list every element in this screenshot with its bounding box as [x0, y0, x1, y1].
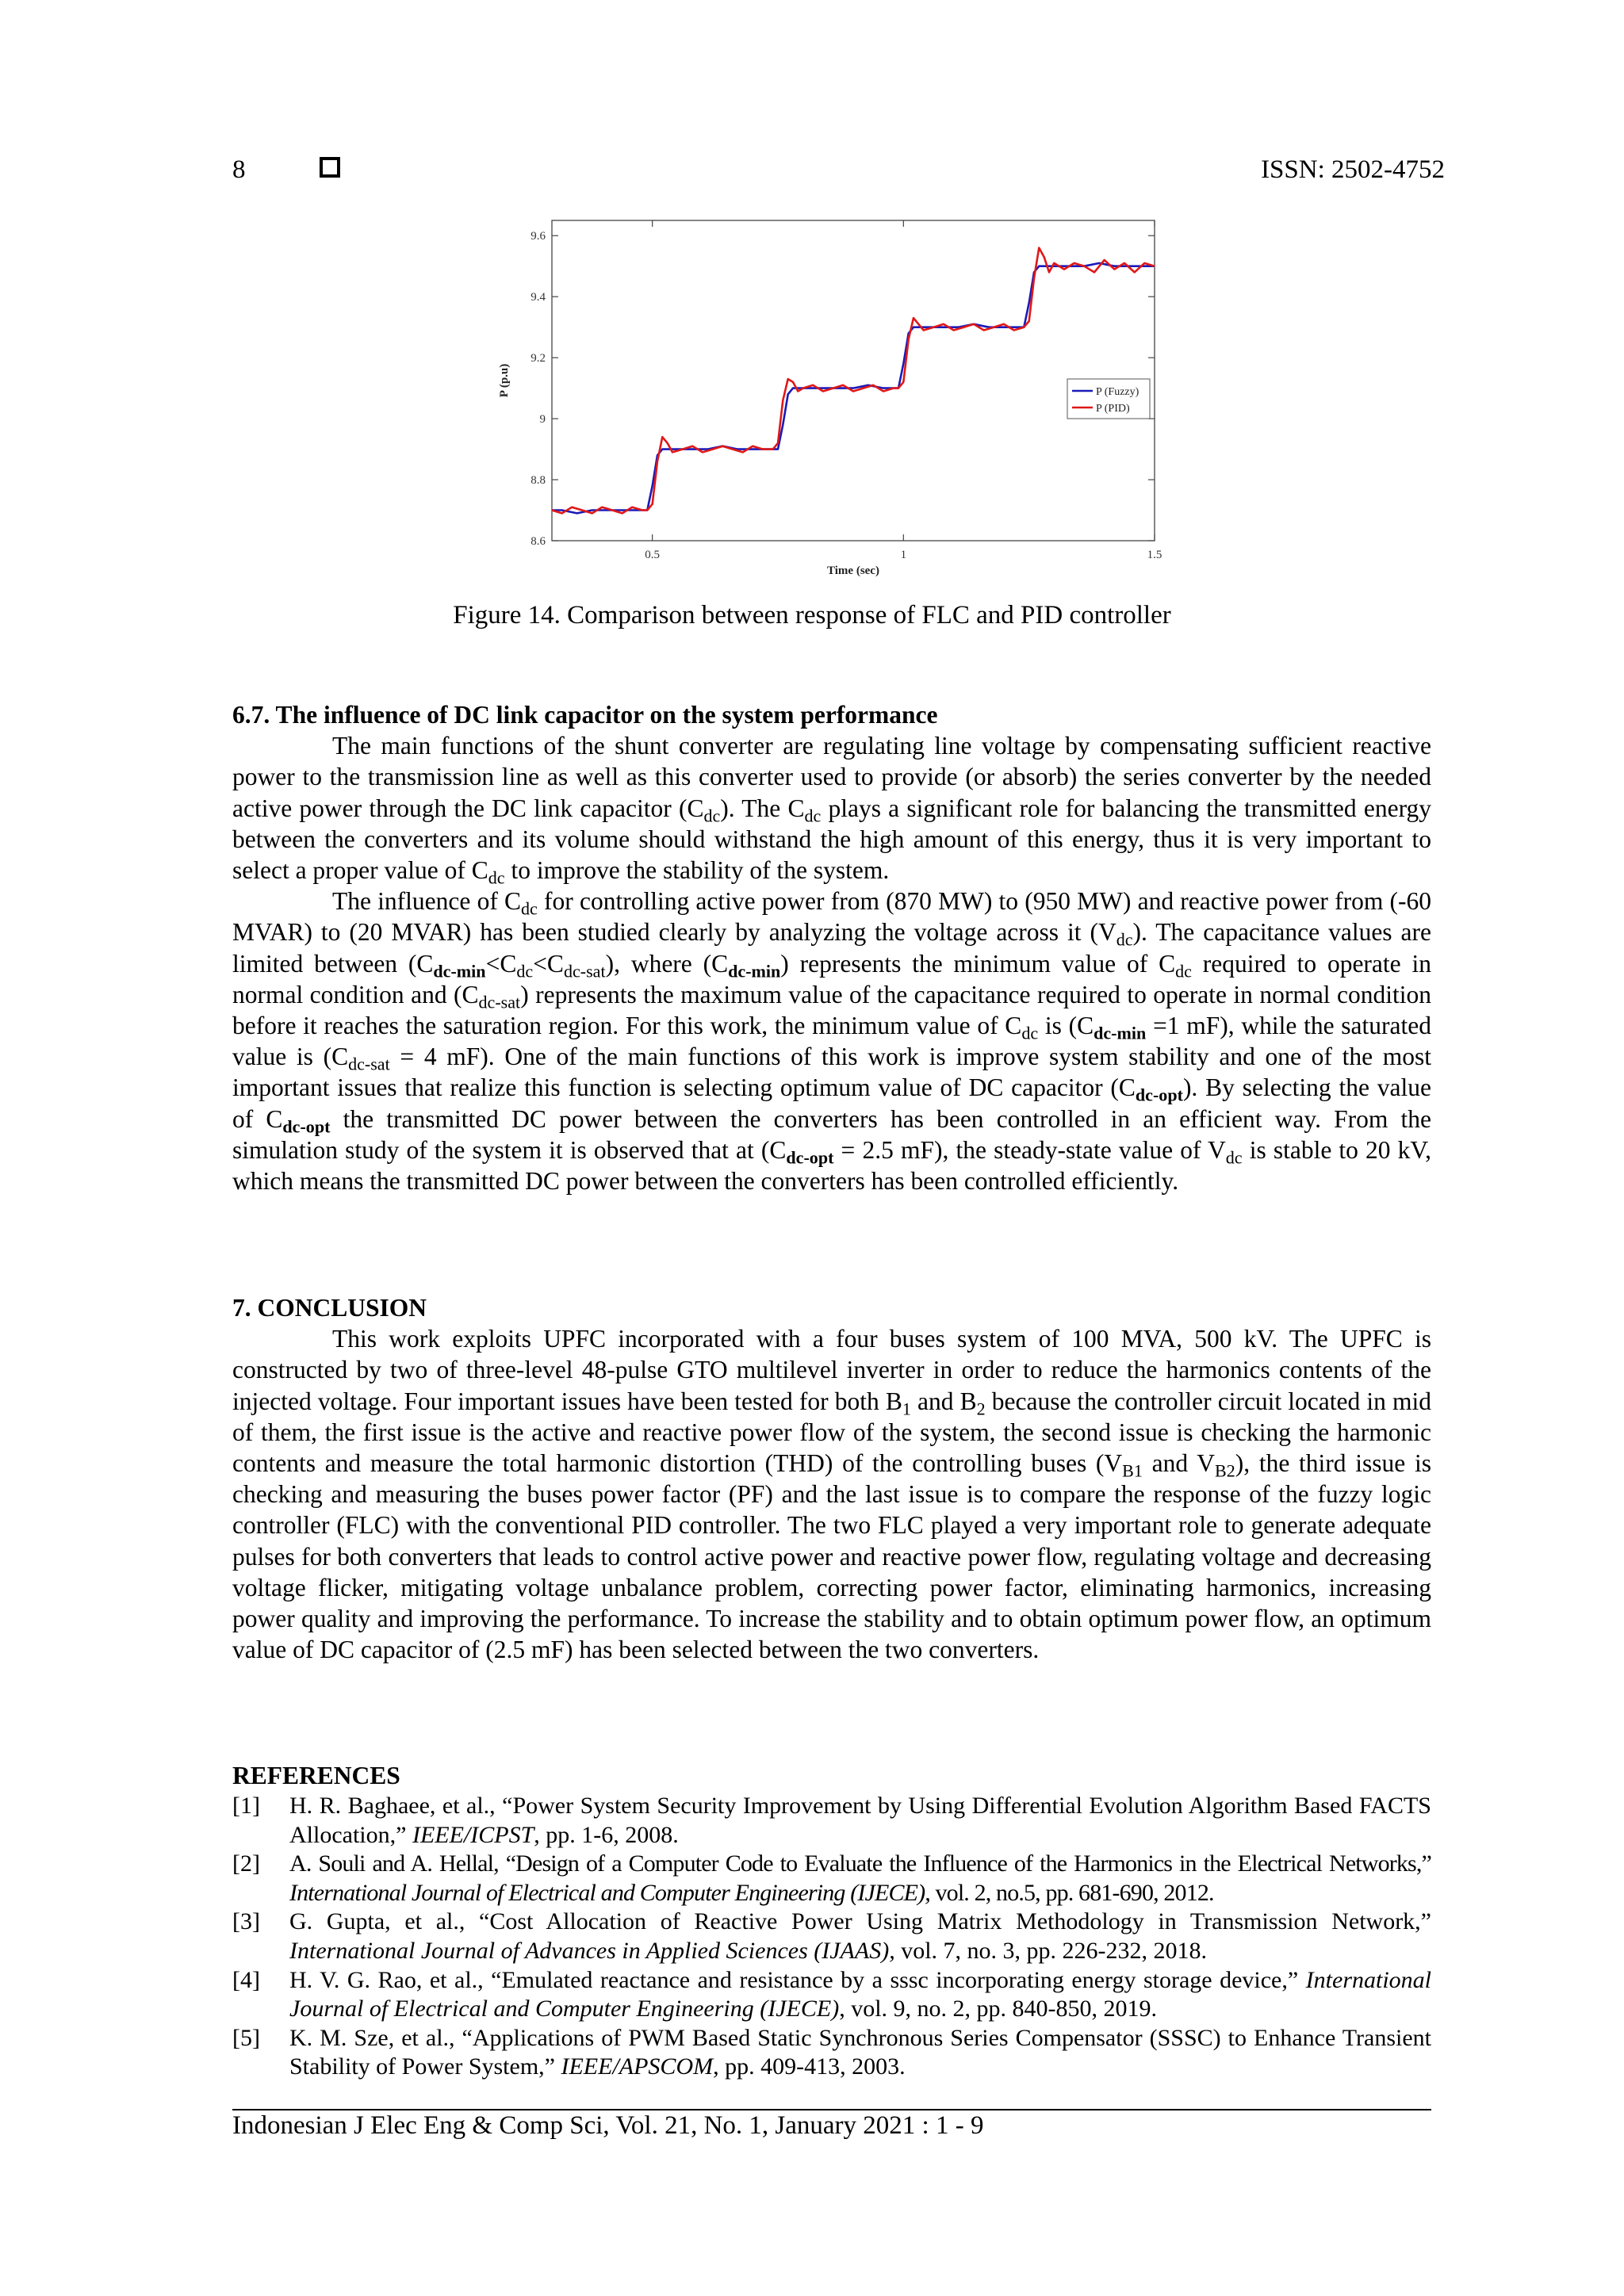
subscript: dc	[1021, 1023, 1039, 1043]
legend	[1067, 379, 1150, 419]
subscript: dc	[488, 867, 505, 888]
reference-venue: International Journal of Advances in Applied Sciences (IJAAS),	[289, 1937, 895, 1964]
text-run: ) represents the minimum value of C	[780, 949, 1176, 978]
y-tick-label: 9.2	[530, 352, 546, 365]
section-heading: 7. CONCLUSION	[232, 1294, 427, 1322]
subscript: dc-min	[433, 961, 486, 982]
text-run: the transmitted DC power between the converters has been controlled in an efficient way. From the simulation study of the system it is observed that at (C	[232, 1104, 1432, 1164]
y-tick-label: 8.8	[530, 474, 546, 488]
subscript: dc	[1116, 930, 1133, 951]
reference-details: , pp. 1-6, 2008.	[534, 1821, 679, 1848]
section-7	[232, 1292, 1431, 1665]
reference-authors-title: A. Souli and A. Hellal, “Design of a Computer Code to Evaluate the Influence of the Harmonics in the Electrical Networks,”	[289, 1850, 1431, 1877]
checkbox-square-icon	[320, 157, 340, 178]
text-run: plays a significant role for balancing the transmitted energy between the converters and its volume should withstand the high amount of this energy, thus it is very important to select a proper value of C	[232, 794, 1431, 885]
subscript: dc-opt	[282, 1116, 331, 1137]
x-tick-label: 1	[900, 549, 907, 561]
footer-citation: Indonesian J Elec Eng & Comp Sci, Vol. 21, No. 1, January 2021 : 1 - 9	[232, 2111, 984, 2140]
text-run: ). The capacitance values are limited between (C	[232, 918, 1431, 978]
subscript: 2	[976, 1399, 986, 1419]
reference-authors-title: G. Gupta, et al., “Cost Allocation of Reactive Power Using Matrix Methodology in Transmission Network,”	[289, 1908, 1431, 1935]
footer-rule	[232, 2109, 1431, 2110]
reference-details: vol. 7, no. 3, pp. 226-232, 2018.	[894, 1937, 1208, 1964]
chart-svg	[492, 214, 1166, 587]
subscript: dc-opt	[786, 1147, 834, 1168]
text-run: ), where (C	[605, 949, 729, 978]
subscript: dc-min	[1094, 1023, 1147, 1043]
reference-venue: IEEE/ICPST	[412, 1821, 534, 1848]
reference-item	[232, 1850, 1431, 1908]
text-run: = 4 mF). One of the main functions of this work is improve system stability and one of the most important issues that realize this function is selecting optimum value of DC capacitor (C	[232, 1043, 1431, 1102]
subscript: dc	[703, 806, 721, 826]
subscript: dc-sat	[478, 992, 521, 1012]
text-run: because the controller circuit located in mid of them, the first issue is the active and reactive power flow of the system, the second issue is checking the harmonic contents and measure the total harmonic distortion (THD) of the controlling buses (V	[232, 1387, 1431, 1478]
reference-venue: International Journal of Electrical and Computer Engineering (IJECE)	[289, 1966, 1431, 2022]
x-axis-label: Time (sec)	[827, 564, 879, 577]
y-axis-label: P (p.u)	[498, 363, 511, 398]
reference-text	[289, 1792, 1431, 1850]
reference-number: [5]	[232, 2024, 260, 2051]
reference-number: [2]	[232, 1850, 260, 1877]
page-number: 8	[232, 155, 246, 184]
y-tick-label: 9	[539, 413, 546, 427]
subscript: dc-sat	[563, 961, 606, 982]
subscript: dc	[521, 898, 538, 919]
reference-item	[232, 1908, 1431, 1965]
reference-details: , pp. 409-413, 2003.	[713, 2053, 906, 2080]
subscript: B2	[1215, 1460, 1235, 1481]
subscript: B1	[1122, 1460, 1143, 1481]
reference-list	[232, 1792, 1431, 2082]
reference-venue: International Journal of Electrical and Computer Engineering (IJECE),	[289, 1879, 930, 1906]
reference-number: [4]	[232, 1966, 260, 1993]
subscript: 1	[902, 1399, 911, 1419]
references-heading: REFERENCES	[232, 1762, 400, 1789]
paragraph	[232, 730, 1431, 886]
reference-authors-title: K. M. Sze, et al., “Applications of PWM Based Static Synchronous Series Compensator (SSSC) to Enhance Transient Stability of Power System,”	[289, 2024, 1431, 2080]
y-tick-label: 9.4	[530, 291, 546, 304]
reference-text	[289, 1850, 1431, 1908]
subscript: dc	[1225, 1147, 1243, 1168]
reference-item	[232, 1966, 1431, 2024]
reference-number: [1]	[232, 1793, 260, 1819]
text-run: This work exploits UPFC incorporated with a four buses system of 100 MVA, 500 kV. The UPFC is constructed by two of three-level 48-pulse GTO multilevel inverter in order to reduce the harmonics contents of the injected voltage. Four important issues have been tested for both B	[232, 1325, 1431, 1415]
reference-item	[232, 2024, 1431, 2082]
text-run: ). The C	[720, 794, 805, 822]
y-tick-label: 8.6	[530, 535, 546, 548]
reference-number: [3]	[232, 1908, 260, 1935]
text-run: ) represents the maximum value of the capacitance required to operate in normal condition before it reaches the saturation region. For this work, the minimum value of C	[232, 980, 1431, 1040]
text-run: and B	[910, 1387, 977, 1415]
paragraph	[232, 1323, 1431, 1665]
reference-venue: IEEE/APSCOM	[561, 2053, 714, 2080]
text-run: for controlling active power from (870 MW) to (950 MW) and reactive power from (-60 MVAR) to (20 MVAR) has been studied clearly by analyzing the voltage across it (V	[232, 887, 1432, 947]
subscript: dc	[804, 806, 822, 826]
issn: ISSN: 2502-4752	[1261, 155, 1445, 184]
text-run: is stable to 20 kV, which means the transmitted DC power between the converters has been controlled efficiently.	[232, 1135, 1431, 1196]
text-run: required to operate in normal condition and (C	[232, 949, 1431, 1008]
legend-entry: P (Fuzzy)	[1096, 386, 1139, 398]
text-run: ). By selecting the value of C	[232, 1073, 1432, 1133]
text-run: The main functions of the shunt converter are regulating line voltage by compensating sufficient reactive power to the transmission line as well as this converter used to provide (or absorb) the series converter by the needed active power through the DC link capacitor (C	[232, 732, 1431, 822]
reference-details: , vol. 9, no. 2, pp. 840-850, 2019.	[839, 1996, 1158, 2022]
subscript: dc	[516, 961, 534, 982]
text-run: <C	[485, 949, 517, 978]
text-run: The influence of C	[332, 887, 522, 916]
reference-text	[289, 1908, 1431, 1965]
text-run: ), the third issue is checking and measuring the buses power factor (PF) and the last issue is to compare the response of the fuzzy logic controller (FLC) with the conventional PID controller. The two FLC played a very important role to generate adequate pulses for both converters that leads to control active power and reactive power flow, regulating voltage and decreasing voltage flicker, mitigating voltage unbalance problem, correcting power factor, eliminating harmonics, increasing power quality and improving the performance. To increase the stability and to obtain optimum power flow, an optimum value of DC capacitor of (2.5 mF) has been selected between the two converters.	[232, 1449, 1431, 1664]
section-heading: 6.7. The influence of DC link capacitor on the system performance	[232, 701, 938, 729]
y-tick-label: 9.6	[530, 230, 546, 243]
text-run: and V	[1142, 1449, 1216, 1478]
section-6-7	[232, 699, 1431, 1196]
text-run: =1 mF), while the saturated value is (C	[232, 1012, 1431, 1071]
text-run: = 2.5 mF), the steady-state value of V	[833, 1135, 1226, 1164]
x-tick-label: 1.5	[1147, 549, 1162, 561]
subscript: dc	[1175, 961, 1192, 982]
references	[232, 1760, 1431, 2082]
subscript: dc-sat	[348, 1054, 390, 1074]
legend-entry: P (PID)	[1096, 403, 1130, 415]
reference-authors-title: H. R. Baghaee, et al., “Power System Security Improvement by Using Differential Evolution Algorithm Based FACTS Allocation,”	[289, 1793, 1431, 1848]
text-run: <C	[533, 949, 564, 978]
figure-caption: Figure 14. Comparison between response of FLC and PID controller	[453, 601, 1171, 629]
reference-details: vol. 2, no.5, pp. 681-690, 2012.	[929, 1879, 1214, 1906]
text-run: to improve the stability of the system.	[504, 856, 890, 885]
subscript: dc-min	[728, 961, 781, 982]
reference-text	[289, 2024, 1431, 2082]
reference-authors-title: H. V. G. Rao, et al., “Emulated reactance and resistance by a sssc incorporating energy storage device,”	[289, 1966, 1306, 1993]
subscript: dc-opt	[1135, 1085, 1183, 1106]
x-tick-label: 0.5	[645, 549, 661, 561]
reference-text	[289, 1966, 1431, 2024]
text-run: is (C	[1038, 1012, 1094, 1040]
figure-14-chart	[492, 214, 1166, 587]
reference-item	[232, 1792, 1431, 1850]
paragraph	[232, 886, 1431, 1196]
